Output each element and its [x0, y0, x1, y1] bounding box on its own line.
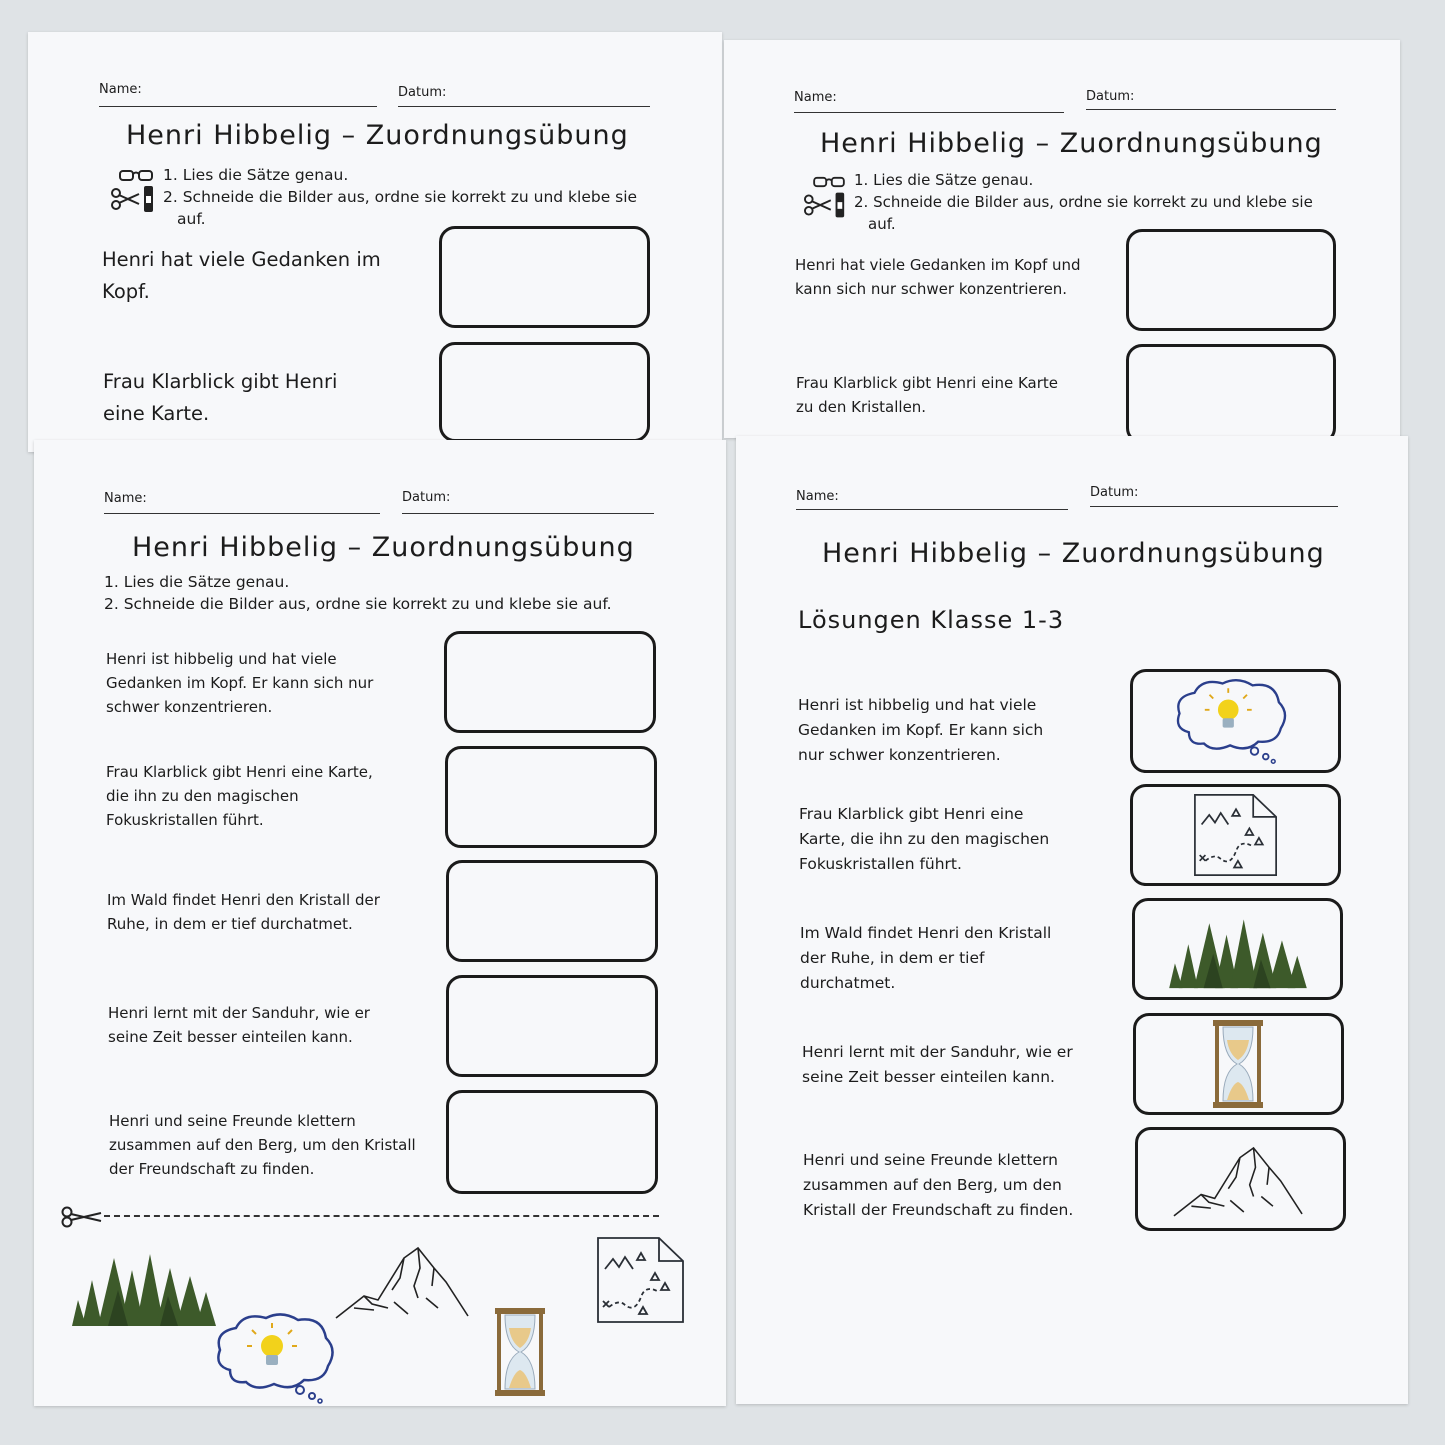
name-label: Name: [99, 82, 142, 97]
sentence-3: Im Wald findet Henri den Kristall der Ruhe, in dem er tief durchatmet. [107, 891, 380, 933]
answer-box-4[interactable] [446, 975, 658, 1077]
sentence-2: Frau Klarblick gibt Henri eine Karte, die ihn zu den magischen Fokuskristallen führt. [106, 763, 373, 829]
answer-box-1[interactable] [444, 631, 656, 733]
instruction-1: 1. Lies die Sätze genau. [104, 573, 290, 591]
name-label: Name: [794, 90, 837, 105]
instruction-1: 1. Lies die Sätze genau. [854, 171, 1034, 189]
answer-box-3[interactable] [446, 860, 658, 962]
forest-image [1164, 906, 1312, 996]
mountain-image [1172, 1138, 1304, 1224]
page-title: Henri Hibbelig – Zuordnungsübung [822, 538, 1325, 569]
page-title: Henri Hibbelig – Zuordnungsübung [820, 128, 1323, 159]
instruction-2: 2. Schneide die Bilder aus, ordne sie korrekt zu und klebe sie [854, 193, 1313, 211]
date-field [1090, 485, 1338, 500]
scissors-icon [61, 1206, 103, 1232]
instruction-2: 2. Schneide die Bilder aus, ordne sie korrekt zu und klebe sie auf. [104, 595, 612, 613]
worksheet-top-left [28, 32, 722, 452]
instruction-1: 1. Lies die Sätze genau. [163, 166, 349, 184]
thought-bubble-lightbulb-image [1172, 676, 1292, 770]
answer-box-1[interactable] [439, 226, 650, 328]
answer-box-2[interactable] [445, 746, 657, 848]
name-field [104, 491, 380, 506]
instruction-2-cont: auf. [177, 210, 206, 228]
date-field [1086, 89, 1336, 104]
sentence-1: Henri ist hibbelig und hat viele Gedanken im Kopf. Er kann sich nur schwer konzentrieren. [798, 696, 1044, 764]
name-field [99, 82, 377, 97]
instructions [854, 169, 1354, 235]
scissors-glue-icon [804, 190, 848, 224]
worksheet-bottom-right-solutions [736, 436, 1408, 1404]
instruction-2: 2. Schneide die Bilder aus, ordne sie korrekt zu und klebe sie [163, 188, 638, 206]
hourglass-image [1210, 1018, 1266, 1114]
sentence-4: Henri lernt mit der Sanduhr, wie er seine Zeit besser einteilen kann. [108, 1004, 370, 1046]
page-title: Henri Hibbelig – Zuordnungsübung [132, 532, 635, 563]
answer-box-1[interactable] [1126, 229, 1336, 331]
hourglass-image[interactable] [492, 1306, 548, 1402]
treasure-map-image [1192, 792, 1280, 882]
sentence-1: Henri hat viele Gedanken im Kopf. [102, 248, 381, 303]
cut-line [104, 1215, 659, 1217]
date-label: Datum: [1086, 89, 1135, 104]
sentence-1: Henri ist hibbelig und hat viele Gedanken im Kopf. Er kann sich nur schwer konzentrieren. [106, 650, 374, 716]
thought-bubble-lightbulb-image[interactable] [212, 1310, 340, 1406]
sentence-1: Henri hat viele Gedanken im Kopf und kann sich nur schwer konzentrieren. [795, 256, 1081, 298]
sentence-2: Frau Klarblick gibt Henri eine Karte zu den Kristallen. [796, 374, 1059, 416]
name-field [796, 489, 1068, 504]
name-label: Name: [104, 491, 147, 506]
worksheet-bottom-left [34, 440, 726, 1406]
sentence-2: Frau Klarblick gibt Henri eine Karte. [103, 370, 338, 425]
scissors-glue-icon [111, 184, 157, 218]
answer-box-2[interactable] [1126, 344, 1336, 438]
page-title: Henri Hibbelig – Zuordnungsübung [126, 120, 629, 151]
worksheet-top-right [724, 40, 1400, 438]
answer-box-5[interactable] [446, 1090, 658, 1194]
solution-heading: Lösungen Klasse 1-3 [798, 606, 1065, 634]
mountain-image[interactable] [334, 1238, 470, 1326]
forest-image[interactable] [68, 1240, 220, 1334]
sentence-2: Frau Klarblick gibt Henri eine Karte, die ihn zu den magischen Fokuskristallen führt. [799, 805, 1050, 873]
date-field [398, 85, 650, 100]
instruction-2-cont: auf. [868, 215, 896, 233]
sentence-5: Henri und seine Freunde klettern zusammen auf den Berg, um den Kristall der Freundschaft zu finden. [109, 1112, 416, 1178]
sentence-3: Im Wald findet Henri den Kristall der Ruhe, in dem er tief durchatmet. [800, 924, 1052, 992]
date-label: Datum: [402, 490, 451, 505]
date-label: Datum: [1090, 485, 1139, 500]
name-field [794, 90, 1064, 105]
treasure-map-image[interactable] [595, 1235, 687, 1329]
sentence-5: Henri und seine Freunde klettern zusammen auf den Berg, um den Kristall der Freundschaft zu finden. [803, 1151, 1074, 1219]
instructions [163, 164, 683, 230]
name-label: Name: [796, 489, 839, 504]
date-label: Datum: [398, 85, 447, 100]
date-field [402, 490, 654, 505]
instructions [104, 571, 704, 615]
sentence-4: Henri lernt mit der Sanduhr, wie er seine Zeit besser einteilen kann. [802, 1043, 1073, 1086]
answer-box-2[interactable] [439, 342, 650, 442]
